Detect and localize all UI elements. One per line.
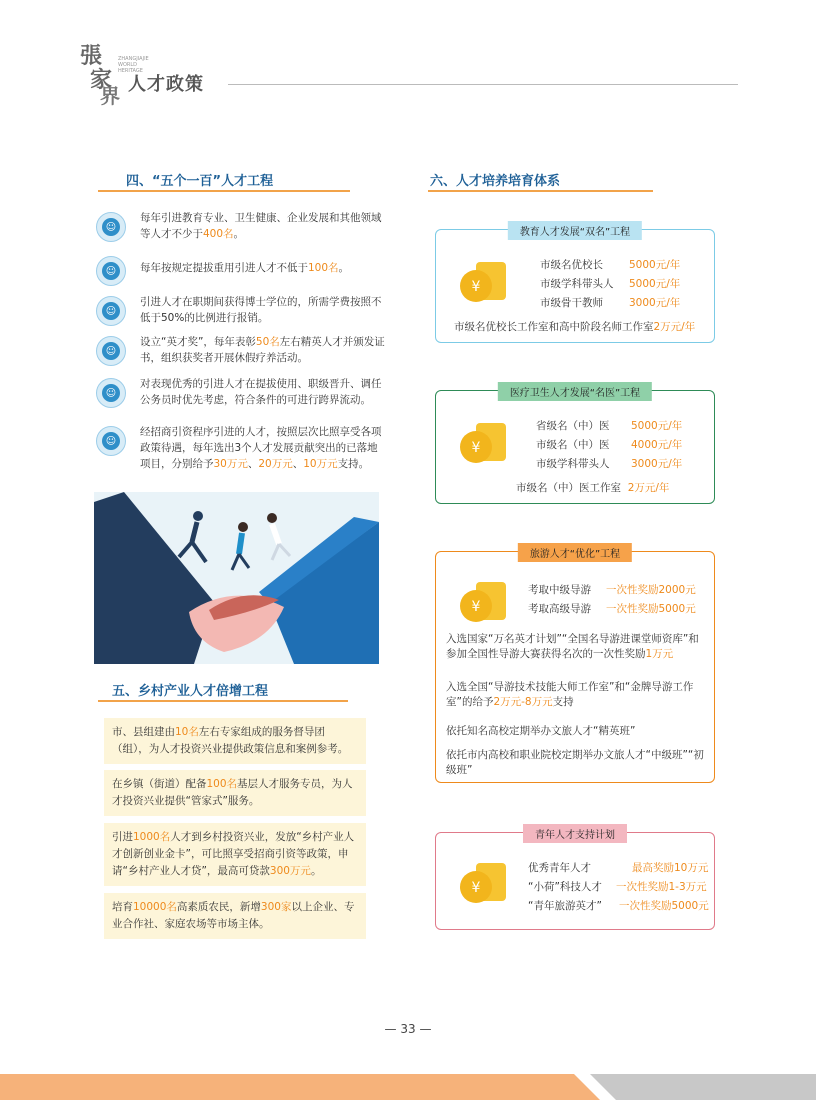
med-row-value: 5000元/年 bbox=[631, 420, 683, 432]
logo-char: 界 bbox=[100, 84, 120, 108]
list-item: ☺ 设立“英才奖”，每年表彰50名左右精英人才并颁发证书，组织获奖者开展休假疗养活动。 bbox=[96, 334, 386, 366]
youth-row-label: “青年旅游英才” bbox=[528, 900, 602, 912]
rural-box: 培育10000名高素质农民，新增300家以上企业、专业合作社、家庭农场等市场主体。 bbox=[104, 893, 366, 939]
youth-panel-tag: 青年人才支持计划 bbox=[523, 824, 627, 843]
page-header-title: 人才政策 bbox=[128, 74, 204, 95]
list-item: ☺ 引进人才在职期间获得博士学位的，所需学费按照不低于50%的比例进行报销。 bbox=[96, 294, 386, 326]
handshake-illustration bbox=[94, 492, 379, 664]
head-icon: ☺ bbox=[96, 212, 126, 242]
section4-title: 四、“五个一百”人才工程 bbox=[126, 174, 274, 189]
logo: 張 家 bbox=[80, 43, 113, 93]
med-row-label: 市级名（中）医 bbox=[536, 439, 610, 451]
list-item: ☺ 对表现优秀的引进人才在提拔使用、职级晋升、调任公务员时优先考虑，符合条件的可进行跨界流动。 bbox=[96, 376, 386, 408]
section5-title: 五、乡村产业人才倍增工程 bbox=[112, 684, 269, 699]
youth-row-value: 最高奖励10万元 bbox=[632, 862, 709, 874]
head-icon: ☺ bbox=[96, 426, 126, 456]
edu-bottom: 市级名优校长工作室和高中阶段名师工作室2万元/年 bbox=[454, 321, 696, 333]
youth-row-value: 一次性奖励5000元 bbox=[619, 900, 709, 912]
head-icon: ☺ bbox=[96, 296, 126, 326]
tour-paragraph: 依托知名高校定期举办文旅人才“精英班” bbox=[446, 725, 636, 737]
edu-panel bbox=[435, 229, 715, 343]
edu-row-label: 市级骨干教师 bbox=[540, 297, 603, 309]
med-row-label: 市级学科带头人 bbox=[536, 458, 610, 470]
med-bottom: 市级名（中）医工作室 2万元/年 bbox=[516, 482, 670, 494]
tour-panel bbox=[435, 551, 715, 783]
section4-underline bbox=[98, 190, 350, 192]
edu-row-value: 5000元/年 bbox=[629, 259, 681, 271]
head-icon: ☺ bbox=[96, 378, 126, 408]
tour-row-label: 考取高级导游 bbox=[528, 603, 591, 615]
coin-icon bbox=[458, 576, 508, 626]
footer-band-orange bbox=[0, 1074, 600, 1100]
youth-row-value: 一次性奖励1-3万元 bbox=[616, 881, 707, 893]
med-row-value: 4000元/年 bbox=[631, 439, 683, 451]
med-row-value: 3000元/年 bbox=[631, 458, 683, 470]
coin-icon bbox=[458, 256, 508, 306]
edu-row-label: 市级学科带头人 bbox=[540, 278, 614, 290]
rural-box: 在乡镇（街道）配备100名基层人才服务专员，为人才投资兴业提供“管家式”服务。 bbox=[104, 770, 366, 816]
youth-row-label: 优秀青年人才 bbox=[528, 862, 591, 874]
coin-icon bbox=[458, 417, 508, 467]
edu-row-value: 5000元/年 bbox=[629, 278, 681, 290]
svg-text:¥: ¥ bbox=[471, 440, 481, 456]
svg-text:¥: ¥ bbox=[471, 599, 481, 615]
page-number: — 33 — bbox=[384, 1022, 432, 1036]
svg-text:¥: ¥ bbox=[471, 279, 481, 295]
coin-icon bbox=[458, 857, 508, 907]
edu-row-label: 市级名优校长 bbox=[540, 259, 603, 271]
med-panel-tag: 医疗卫生人才发展“名医”工程 bbox=[498, 382, 652, 401]
youth-row-label: “小荷”科技人才 bbox=[528, 881, 602, 893]
footer-band-gray bbox=[590, 1074, 816, 1100]
logo-subtext: ZHANGJIAJIE WORLD HERITAGE bbox=[118, 56, 149, 74]
section6-underline bbox=[428, 190, 653, 192]
list-item: ☺ 每年按规定提拔重用引进人才不低于100名。 bbox=[96, 254, 386, 286]
rural-box: 引进1000名人才到乡村投资兴业，发放“乡村产业人才创新创业金卡”，可比照享受招商引资等政策，申请“乡村产业人才贷”，最高可贷款300万元。 bbox=[104, 823, 366, 886]
tour-paragraph: 入选国家“万名英才计划”“全国名导游进课堂师资库”和参加全国性导游大赛获得名次的一次性奖励1万元 bbox=[446, 633, 699, 660]
svg-text:¥: ¥ bbox=[471, 880, 481, 896]
tour-panel-tag: 旅游人才“优化”工程 bbox=[518, 543, 632, 562]
section6-title: 六、人才培养培育体系 bbox=[430, 174, 561, 189]
section5-underline bbox=[98, 700, 348, 702]
tour-paragraph: 入选全国“导游技术技能大师工作室”和“金牌导游工作室”的给予2万元-8万元支持 bbox=[446, 681, 694, 708]
tour-paragraph: 依托市内高校和职业院校定期举办文旅人才“中级班”“初级班” bbox=[446, 749, 704, 776]
tour-row-label: 考取中级导游 bbox=[528, 584, 591, 596]
header-divider bbox=[228, 84, 738, 85]
med-row-label: 省级名（中）医 bbox=[536, 420, 610, 432]
list-item: ☺ 每年引进教育专业、卫生健康、企业发展和其他领域等人才不少于400名。 bbox=[96, 210, 386, 242]
edu-row-value: 3000元/年 bbox=[629, 297, 681, 309]
tour-row-value: 一次性奖励2000元 bbox=[606, 584, 696, 596]
edu-panel-tag: 教育人才发展“双名”工程 bbox=[508, 221, 642, 240]
youth-panel bbox=[435, 832, 715, 930]
head-icon: ☺ bbox=[96, 256, 126, 286]
med-panel bbox=[435, 390, 715, 504]
list-item: ☺ 经招商引资程序引进的人才，按照层次比照享受各项政策待遇，每年选出3个人才发展贡献突出的已落地项目，分别给予30万元、20万元、10万元支持。 bbox=[96, 424, 386, 472]
head-icon: ☺ bbox=[96, 336, 126, 366]
tour-row-value: 一次性奖励5000元 bbox=[606, 603, 696, 615]
rural-box: 市、县组建由10名左右专家组成的服务督导团（组），为人才投资兴业提供政策信息和案例参考。 bbox=[104, 718, 366, 764]
